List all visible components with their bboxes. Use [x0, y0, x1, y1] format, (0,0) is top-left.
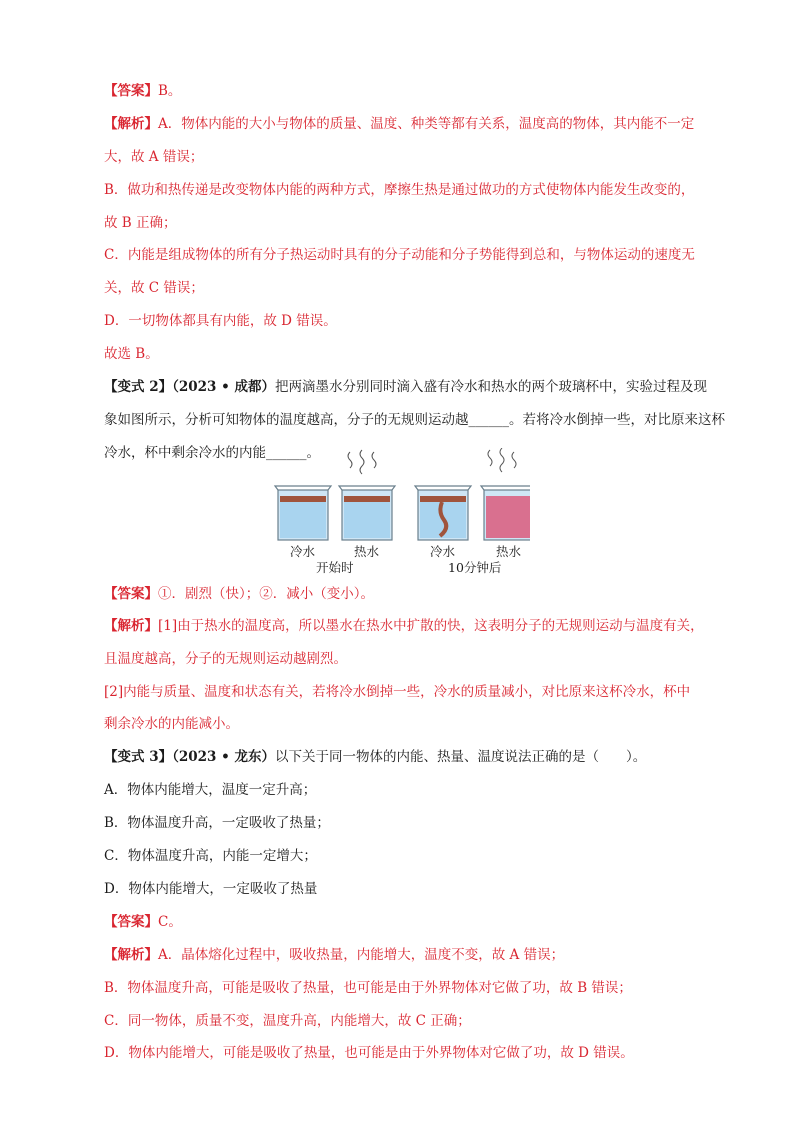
answer-text: ①．剧烈（快）；②．减小（变小）。	[158, 586, 374, 602]
question-text: 把两滴墨水分别同时滴入盛有冷水和热水的两个玻璃杯中，实验过程及现	[274, 379, 707, 395]
answer-3	[104, 912, 182, 932]
analysis-2-line4: 剩余冷水的内能减小。	[104, 716, 239, 732]
caption-after: 10分钟后	[448, 560, 502, 575]
variant-source: （2023 • 龙东）	[172, 749, 275, 765]
option-a: A．物体内能增大，温度一定升高；	[104, 782, 317, 798]
analysis-2-line1	[104, 616, 704, 636]
analysis-2-line3: [2]内能与质量、温度和状态有关，若将冷水倒掉一些，冷水的质量减小，对比原来这杯冷水，杯中	[104, 684, 691, 700]
beaker-figure	[270, 448, 530, 578]
analysis-3-line1	[104, 945, 564, 965]
analysis-1-conclusion: 故选 B。	[104, 346, 159, 362]
answer-label: 【答案】	[104, 586, 158, 602]
variant-label: 【变式 2】	[104, 379, 173, 395]
variant-label: 【变式 3】	[104, 749, 173, 765]
analysis-label: 【解析】	[104, 947, 158, 963]
variant-2-line1	[104, 377, 707, 397]
steam-line	[360, 450, 364, 474]
analysis-3-line3: C．同一物体，质量不变，温度升高，内能增大，故 C 正确；	[104, 1013, 471, 1029]
analysis-2-line2: 且温度越高，分子的无规则运动越剧烈。	[104, 651, 347, 667]
label-cold-water-start: 冷水	[290, 544, 316, 559]
analysis-1-b-line2: 故 B 正确；	[104, 215, 177, 231]
label-hot-water-after: 热水	[496, 544, 522, 559]
steam-line	[512, 452, 516, 468]
steam-line	[348, 452, 352, 468]
analysis-1-c-line1: C．内能是组成物体的所有分子热运动时具有的分子动能和分子势能得到总和，与物体运动的速度无	[104, 247, 695, 263]
variant-2-line3: 冷水，杯中剩余冷水的内能______。	[104, 445, 320, 461]
option-b: B．物体温度升高，一定吸收了热量；	[104, 815, 330, 831]
analysis-label: 【解析】	[104, 618, 158, 634]
analysis-text: A．物体内能的大小与物体的质量、温度、种类等都有关系，温度高的物体，其内能不一定	[158, 116, 695, 132]
variant-source: （2023 • 成都）	[172, 379, 275, 395]
answer-2	[104, 584, 374, 604]
steam-line	[500, 448, 504, 472]
analysis-text: A．晶体熔化过程中，吸收热量，内能增大，温度不变，故 A 错误；	[158, 947, 565, 963]
analysis-1-b-line1: B．做功和热传递是改变物体内能的两种方式，摩擦生热是通过做功的方式使物体内能发生改变的，	[104, 182, 695, 198]
beaker-hot-after	[481, 486, 530, 540]
answer-text: B。	[158, 83, 182, 99]
analysis-3-line2: B．物体温度升高，可能是吸收了热量，也可能是由于外界物体对它做了功，故 B 错误；	[104, 980, 632, 996]
answer-label: 【答案】	[104, 914, 158, 930]
analysis-label: 【解析】	[104, 116, 158, 132]
option-c: C．物体温度升高，内能一定增大；	[104, 848, 317, 864]
analysis-1-d-line: D．一切物体都具有内能，故 D 错误。	[104, 313, 337, 329]
answer-label: 【答案】	[104, 83, 158, 99]
beaker-cold-start	[275, 486, 331, 540]
analysis-1-a-line2: 大，故 A 错误；	[104, 149, 204, 165]
analysis-text: [1]由于热水的温度高，所以墨水在热水中扩散的快，这表明分子的无规则运动与温度有关，	[158, 618, 704, 634]
variant-2-line2: 象如图所示，分析可知物体的温度越高，分子的无规则运动越______。若将冷水倒掉一些，对比原来这杯	[104, 412, 725, 428]
beaker-hot-start	[339, 486, 395, 540]
option-d: D．物体内能增大，一定吸收了热量	[104, 881, 318, 897]
analysis-1-c-line2: 关，故 C 错误；	[104, 280, 204, 296]
analysis-1-a-line1	[104, 114, 694, 134]
variant-3-stem	[104, 747, 646, 767]
label-hot-water-start: 热水	[354, 544, 380, 559]
answer-1	[104, 81, 181, 101]
steam-line	[372, 452, 376, 468]
beaker-cold-after	[415, 486, 471, 540]
analysis-3-line4: D．物体内能增大，可能是吸收了热量，也可能是由于外界物体对它做了功，故 D 错误。	[104, 1045, 634, 1061]
label-cold-water-after: 冷水	[430, 544, 456, 559]
steam-line	[488, 450, 492, 466]
question-text: 以下关于同一物体的内能、热量、温度说法正确的是（ ）。	[274, 749, 647, 765]
answer-text: C。	[158, 914, 182, 930]
caption-start: 开始时	[316, 560, 354, 575]
